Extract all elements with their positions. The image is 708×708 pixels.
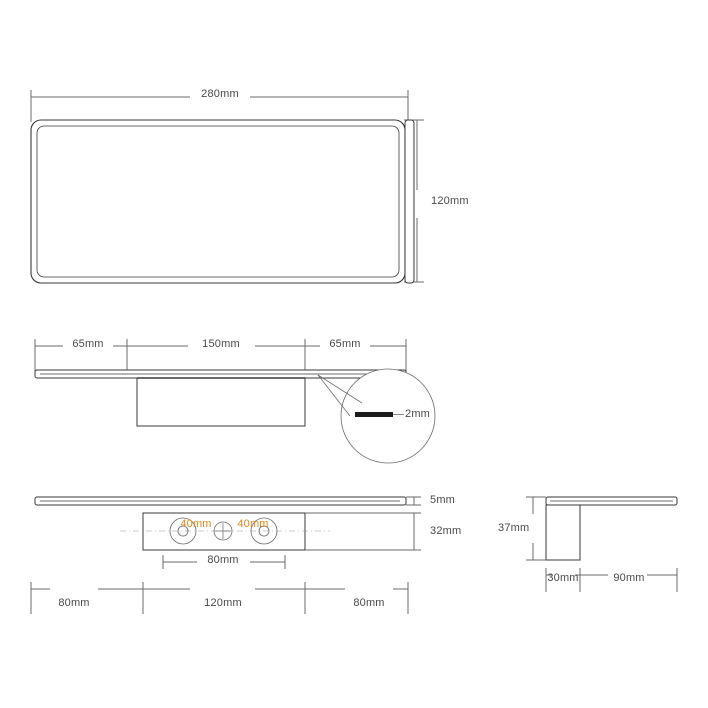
top-center-segment-label: 150mm bbox=[202, 338, 240, 350]
detail-thickness-label: 2mm bbox=[405, 408, 431, 420]
side-view-body bbox=[546, 497, 677, 560]
bottom-left-dim-label: 80mm bbox=[58, 597, 90, 609]
top-left-segment-label: 65mm bbox=[72, 338, 104, 350]
front-height-label: 120mm bbox=[431, 195, 469, 207]
bottom-right-dim-label: 80mm bbox=[353, 597, 385, 609]
bracket-height-label: 32mm bbox=[430, 525, 462, 537]
hole-span-label: 80mm bbox=[207, 554, 239, 566]
side-height-label: 37mm bbox=[498, 522, 530, 534]
bottom-center-dim-label: 120mm bbox=[204, 597, 242, 609]
front-face-body bbox=[31, 120, 414, 283]
top-right-segment-label: 65mm bbox=[329, 338, 361, 350]
front-width-label: 280mm bbox=[201, 88, 239, 100]
plate-thickness-label: 5mm bbox=[430, 494, 456, 506]
hole-left-label: 40mm bbox=[180, 518, 212, 530]
bottom-view-body bbox=[35, 497, 406, 550]
bracket-depth-label: 30mm bbox=[547, 572, 579, 584]
shelf-depth-label: 90mm bbox=[613, 572, 645, 584]
hole-right-label: 40mm bbox=[237, 518, 269, 530]
